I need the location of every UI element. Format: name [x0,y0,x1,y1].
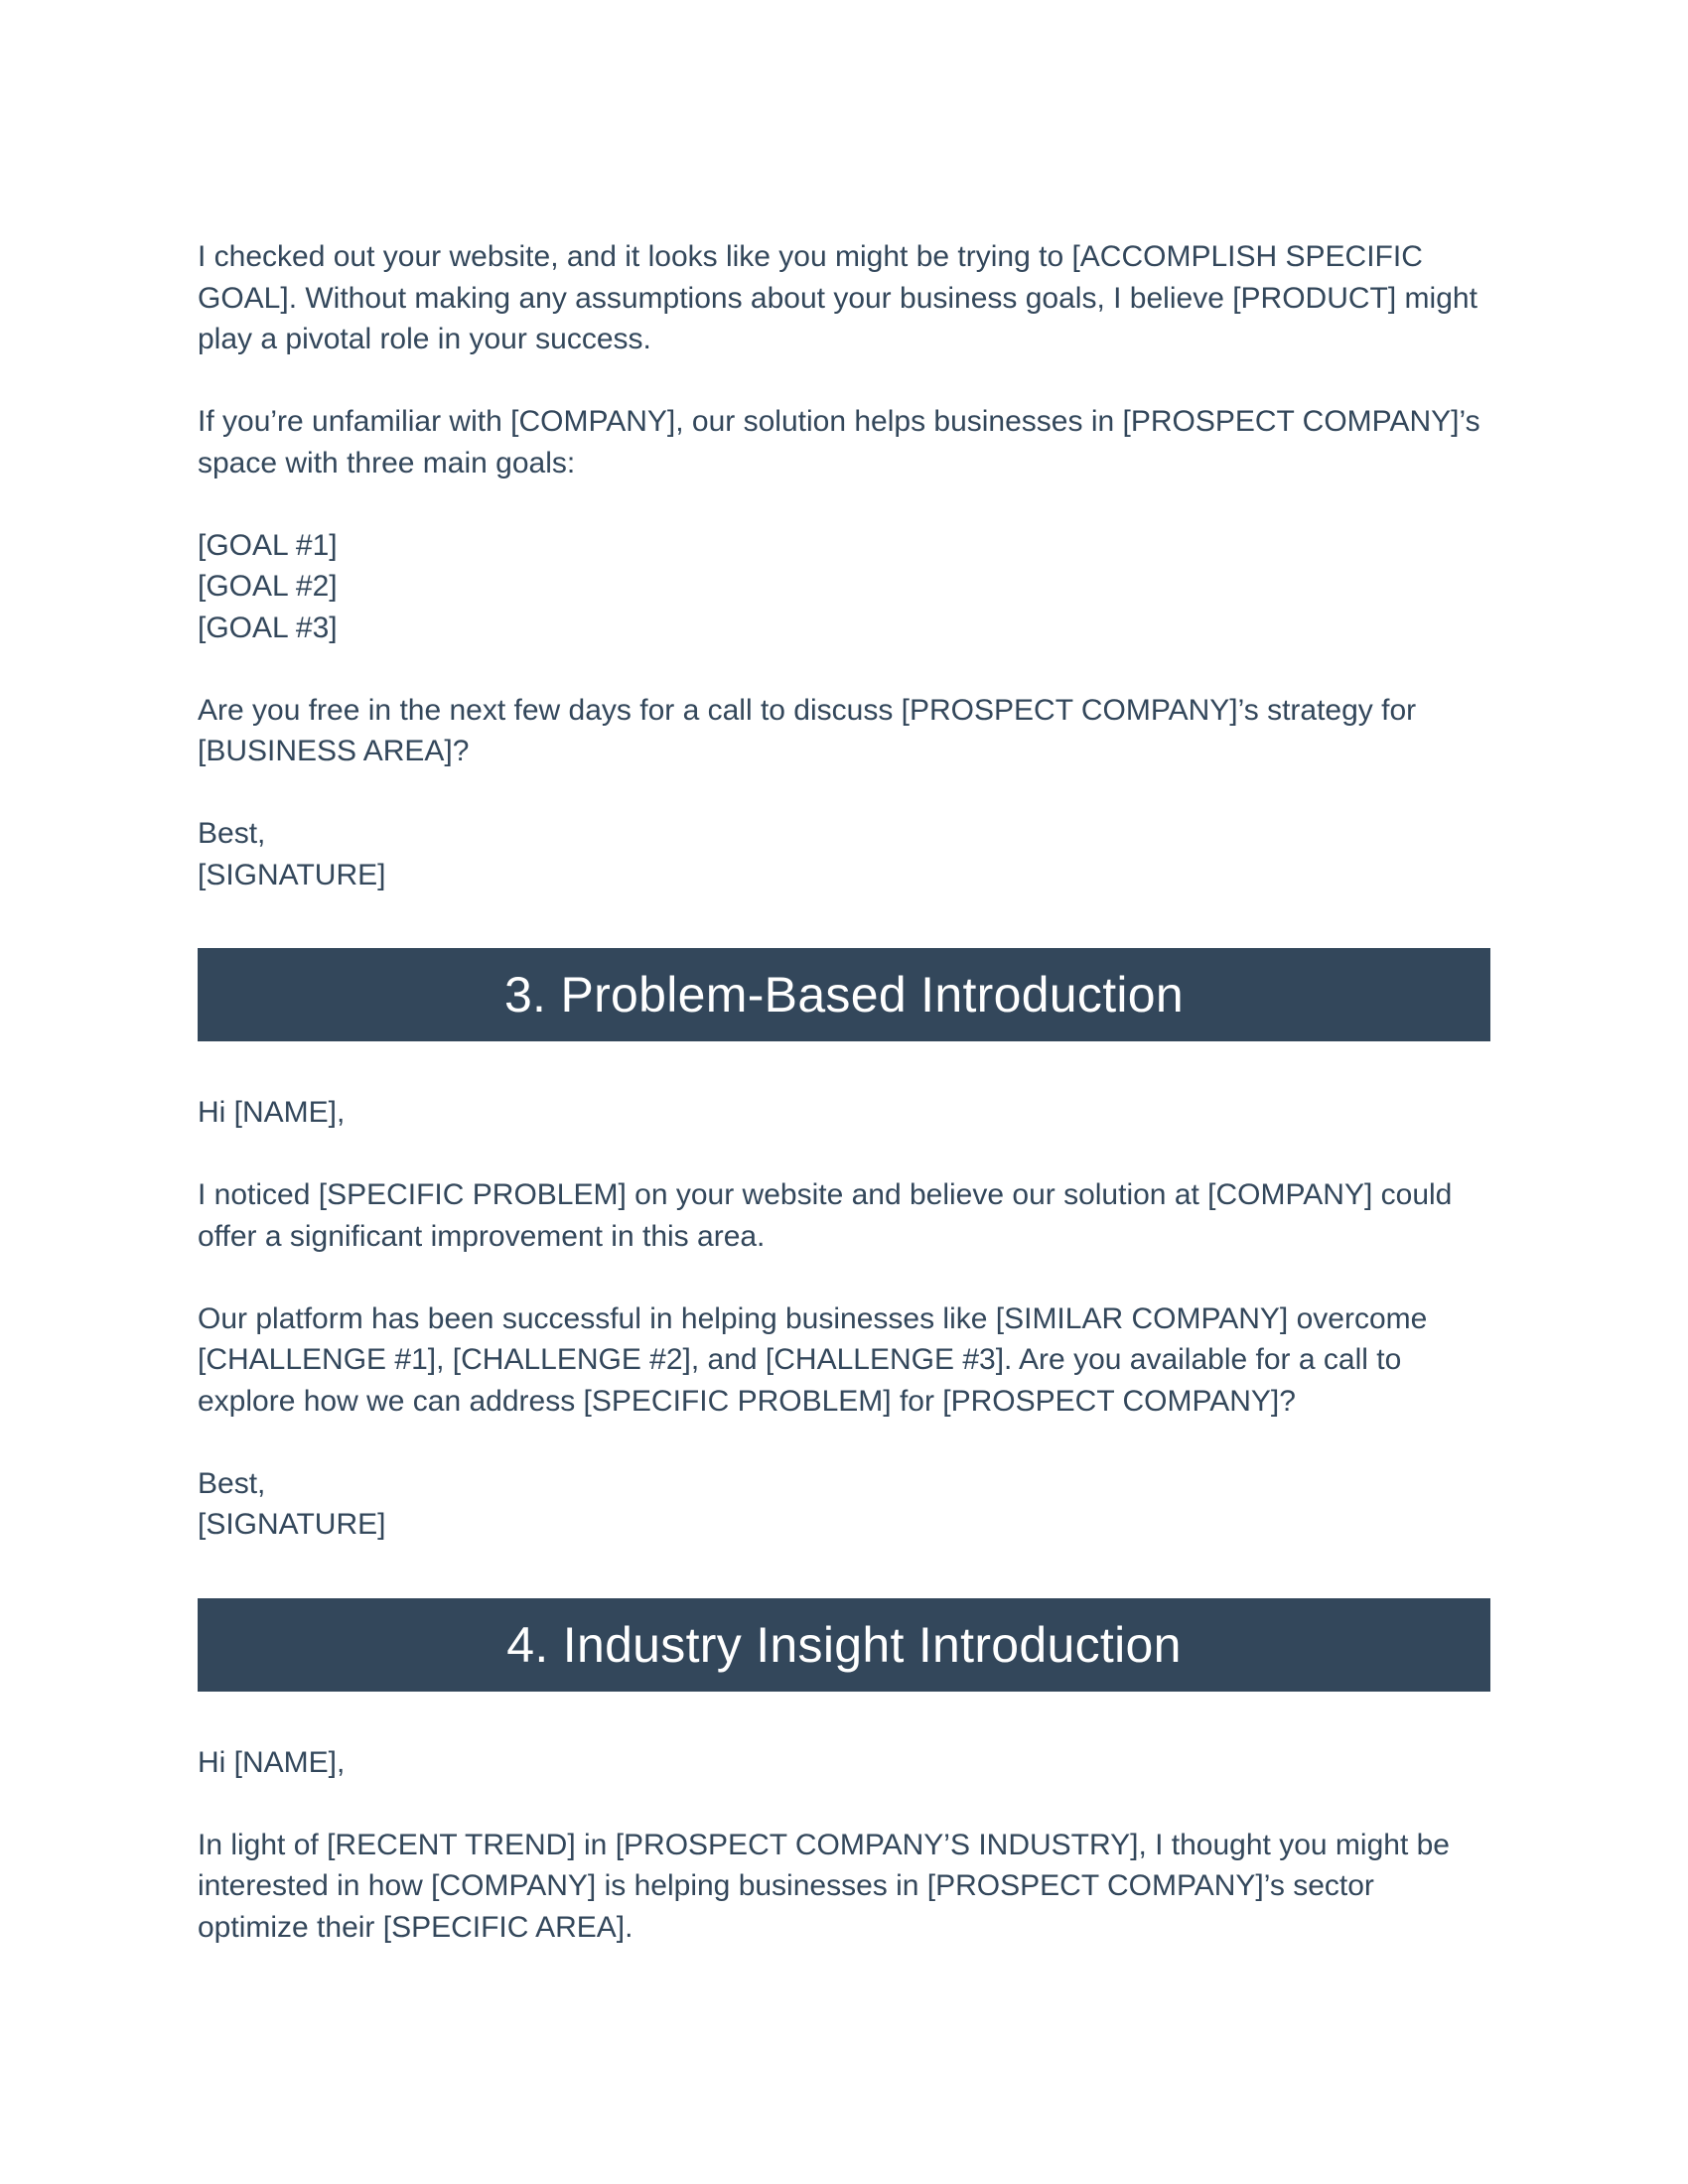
signature-text: [SIGNATURE] [198,858,386,891]
document-page [198,236,1490,1948]
goal-item: [GOAL #2] [198,570,338,603]
signoff-text: Best, [198,1466,266,1500]
signoff-block [198,813,1490,895]
platform-paragraph: Our platform has been successful in helping businesses like [SIMILAR COMPANY] overcome [CHALLENGE #1], [CHALLENGE #2], and [CHALLENGE #3]. Are you available for a call to explore how we can address [SPECIFIC PROBLEM] for [PROSPECT COMPANY]? [198,1301,1428,1418]
cta-paragraph: Are you free in the next few days for a call to discuss [PROSPECT COMPANY]’s strategy for [BUSINESS AREA]? [198,693,1417,767]
signoff-text: Best, [198,817,266,850]
section-heading-problem-based: 3. Problem-Based Introduction [198,948,1490,1041]
intro-paragraph: I checked out your website, and it looks like you might be trying to [ACCOMPLISH SPECIFIC GOAL]. Without making any assumptions about your business goals, I believe [PRODUCT] might play a pivotal role in your success. [198,240,1477,355]
section-heading-industry-insight: 4. Industry Insight Introduction [198,1598,1490,1692]
goal-item: [GOAL #1] [198,528,338,562]
greeting-text: Hi [NAME], [198,1096,346,1129]
industry-paragraph: In light of [RECENT TREND] in [PROSPECT COMPANY’S INDUSTRY], I thought you might be interested in how [COMPANY] is helping businesses in [PROSPECT COMPANY]’s sector optimize their [SPECIFIC AREA]. [198,1828,1450,1944]
greeting-text: Hi [NAME], [198,1745,346,1779]
unfamiliar-paragraph: If you’re unfamiliar with [COMPANY], our solution helps businesses in [PROSPECT COMPANY]’s space with three main goals: [198,405,1480,479]
problem-paragraph: I noticed [SPECIFIC PROBLEM] on your website and believe our solution at [COMPANY] could offer a significant improvement in this area. [198,1178,1453,1253]
goals-list [198,525,1490,649]
signoff-block [198,1463,1490,1546]
goal-item: [GOAL #3] [198,611,338,644]
signature-text: [SIGNATURE] [198,1508,386,1541]
